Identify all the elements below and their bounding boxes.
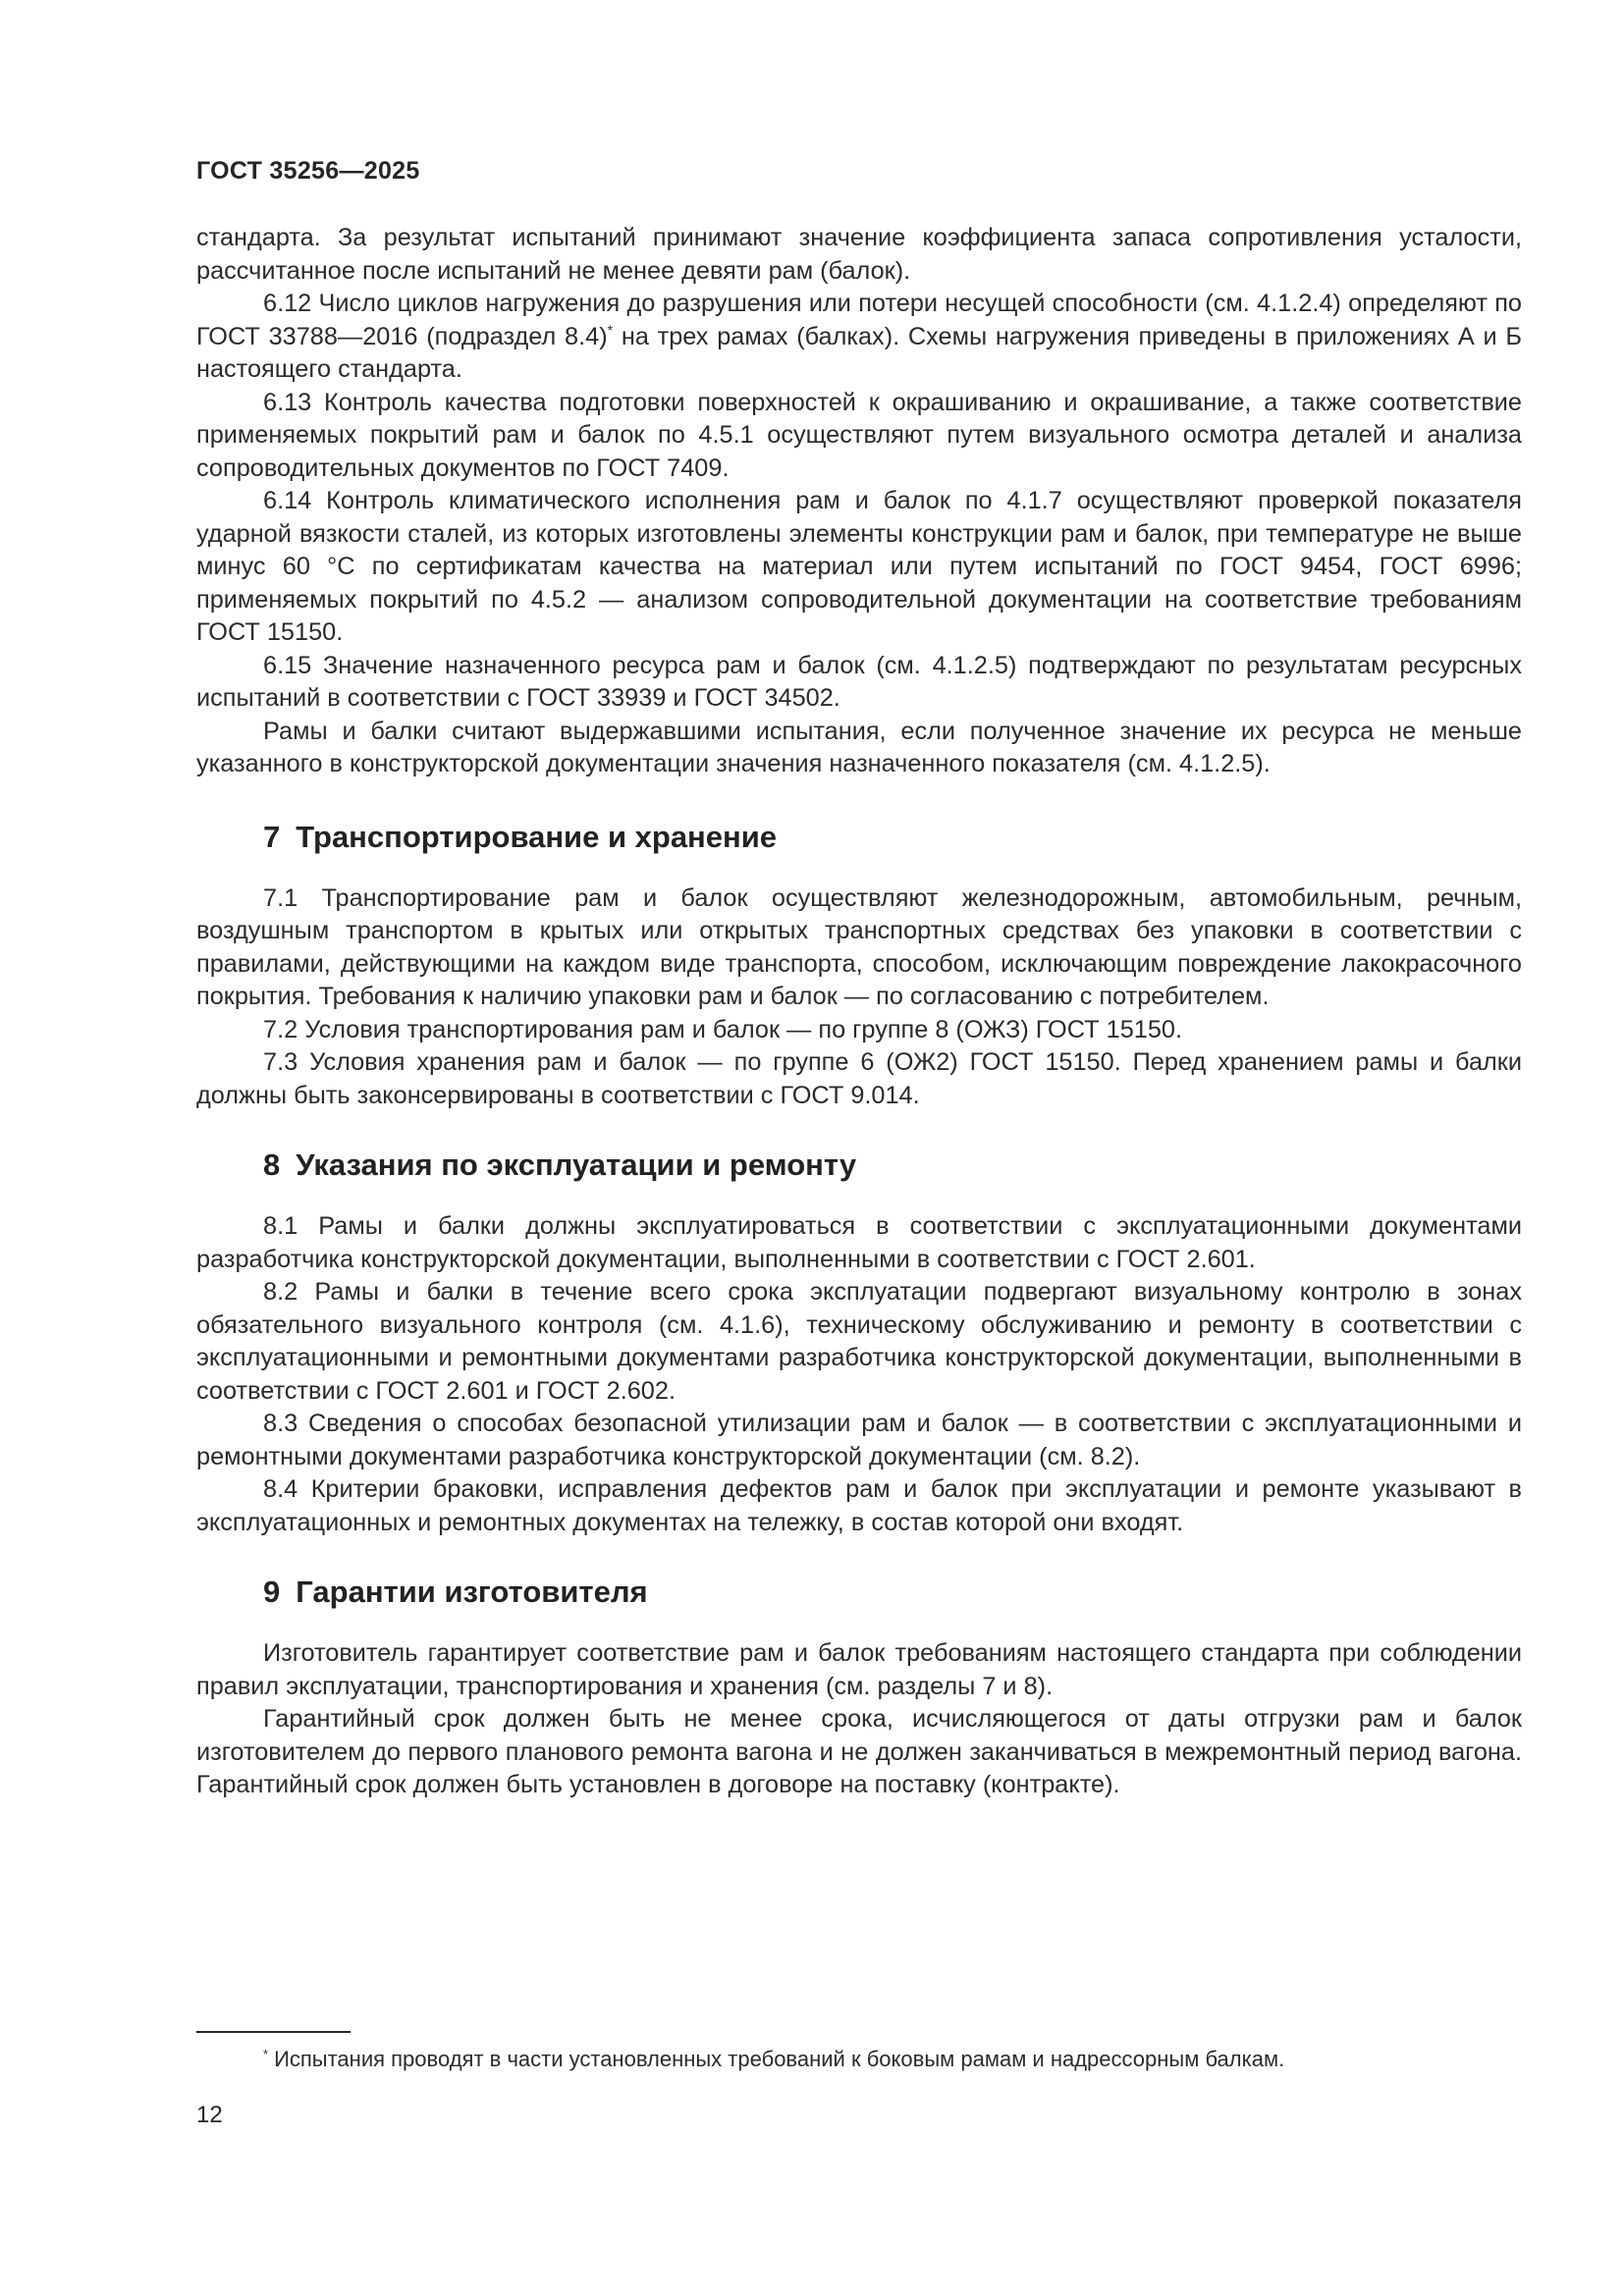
footnote-reference: * (607, 321, 614, 338)
paragraph-8-3: 8.3 Сведения о способах безопасной утилизации рам и балок — в соответствии с эксплуатационными и ремонтными документами разработчика конструкторской документации (см. 8.2). (196, 1410, 1522, 1470)
section-7-heading (196, 819, 1522, 856)
paragraph-8-2: 8.2 Рамы и балки в течение всего срока эксплуатации подвергают визуальному контролю в зонах обязательного визуального контроля (см. 4.1.6), техническому обслуживанию и ремонту в соответствии с эксплуатационными и ремонтными документами разработчика конструкторской документации, выполненными в соответствии с ГОСТ 2.601 и ГОСТ 2.602. (196, 1278, 1522, 1405)
section-number: 7 (263, 819, 281, 854)
section-number: 9 (263, 1575, 281, 1609)
section-title: Указания по эксплуатации и ремонту (296, 1148, 857, 1182)
paragraph-6-12 (196, 288, 1522, 387)
paragraph-7-3: 7.3 Условия хранения рам и балок — по группе 6 (ОЖ2) ГОСТ 15150. Перед хранением рамы и балки должны быть законсервированы в соответствии с ГОСТ 9.014. (196, 1048, 1522, 1109)
footnote-text: Испытания проводят в части установленных требований к боковым рамам и надрессорным балкам. (274, 2047, 1285, 2071)
paragraph-6-12-part2: на трех рамах (балках). Схемы нагружения приведены в приложениях А и Б настоящего стандарта. (196, 322, 1522, 383)
section-8-heading (196, 1147, 1522, 1184)
paragraph-6-15: 6.15 Значение назначенного ресурса рам и балок (см. 4.1.2.5) подтверждают по результатам ресурсных испытаний в соответствии с ГОСТ 33939 и ГОСТ 34502. (196, 651, 1522, 712)
paragraph-6-14: 6.14 Контроль климатического исполнения рам и балок по 4.1.7 осуществляют проверкой показателя ударной вязкости сталей, из которых изготовлены элементы конструкции рам и балок, при температуре не выше минус 60 °С по сертификатам качества на материал или путем испытаний по ГОСТ 9454, ГОСТ 6996; применяемых покрытий по 4.5.2 — анализом сопроводительной документации на соответствие требованиям ГОСТ 15150. (196, 487, 1522, 646)
paragraph-7-1: 7.1 Транспортирование рам и балок осуществляют железнодорожным, автомобильным, речным, воздушным транспортом в крытых или открытых транспортных средствах без упаковки в соответствии с правилами, действующими на каждом виде транспорта, способом, исключающим повреждение лакокрасочного покрытия. Требования к наличию упаковки рам и балок — по согласованию с потребителем. (196, 883, 1522, 1010)
section-title: Гарантии изготовителя (296, 1575, 648, 1609)
footnote-mark: * (263, 2047, 269, 2061)
body-text (196, 222, 1522, 1802)
section-title: Транспортирование и хранение (296, 819, 778, 854)
section-9-heading (196, 1574, 1522, 1611)
document-header: ГОСТ 35256—2025 (196, 157, 420, 185)
paragraph-continuation: стандарта. За результат испытаний принимают значение коэффициента запаса сопротивления усталости, рассчитанное после испытаний не менее девяти рам (балок). (196, 224, 1522, 285)
section-number: 8 (263, 1148, 281, 1182)
paragraph-6-12-part1: 6.12 Число циклов нагружения до разрушения или потери несущей способности (см. 4.1.2.4) определяют по ГОСТ 33788—2016 (подраздел 8.4) (196, 290, 1522, 350)
paragraph-7-2: 7.2 Условия транспортирования рам и балок — по группе 8 (ОЖЗ) ГОСТ 15150. (263, 1015, 1183, 1043)
paragraph-9-1: Изготовитель гарантирует соответствие рам и балок требованиям настоящего стандарта при соблюдении правил эксплуатации, транспортирования и хранения (см. разделы 7 и 8). (196, 1639, 1522, 1700)
paragraph-9-2: Гарантийный срок должен быть не менее срока, исчисляющегося от даты отгрузки рам и балок изготовителем до первого планового ремонта вагона и не должен заканчиваться в межремонтный период вагона. Гарантийный срок должен быть установлен в договоре на поставку (контракте). (196, 1705, 1522, 1798)
page-number: 12 (196, 2102, 223, 2128)
footnote-divider (196, 2031, 351, 2033)
paragraph-6-13: 6.13 Контроль качества подготовки поверхностей к окрашиванию и окрашивание, а также соответствие применяемых покрытий рам и балок по 4.5.1 осуществляют путем визуального осмотра деталей и анализа сопроводительных документов по ГОСТ 7409. (196, 388, 1522, 482)
footnote (263, 2047, 1284, 2072)
paragraph-8-1: 8.1 Рамы и балки должны эксплуатироваться в соответствии с эксплуатационными документами разработчика конструкторской документации, выполненными в соответствии с ГОСТ 2.601. (196, 1212, 1522, 1273)
paragraph-6-15-conclusion: Рамы и балки считают выдержавшими испытания, если полученное значение их ресурса не меньше указанного в конструкторской документации значения назначенного показателя (см. 4.1.2.5). (196, 717, 1522, 777)
paragraph-8-4: 8.4 Критерии браковки, исправления дефектов рам и балок при эксплуатации и ремонте указывают в эксплуатационных и ремонтных документах на тележку, в состав которой они входят. (196, 1475, 1522, 1536)
